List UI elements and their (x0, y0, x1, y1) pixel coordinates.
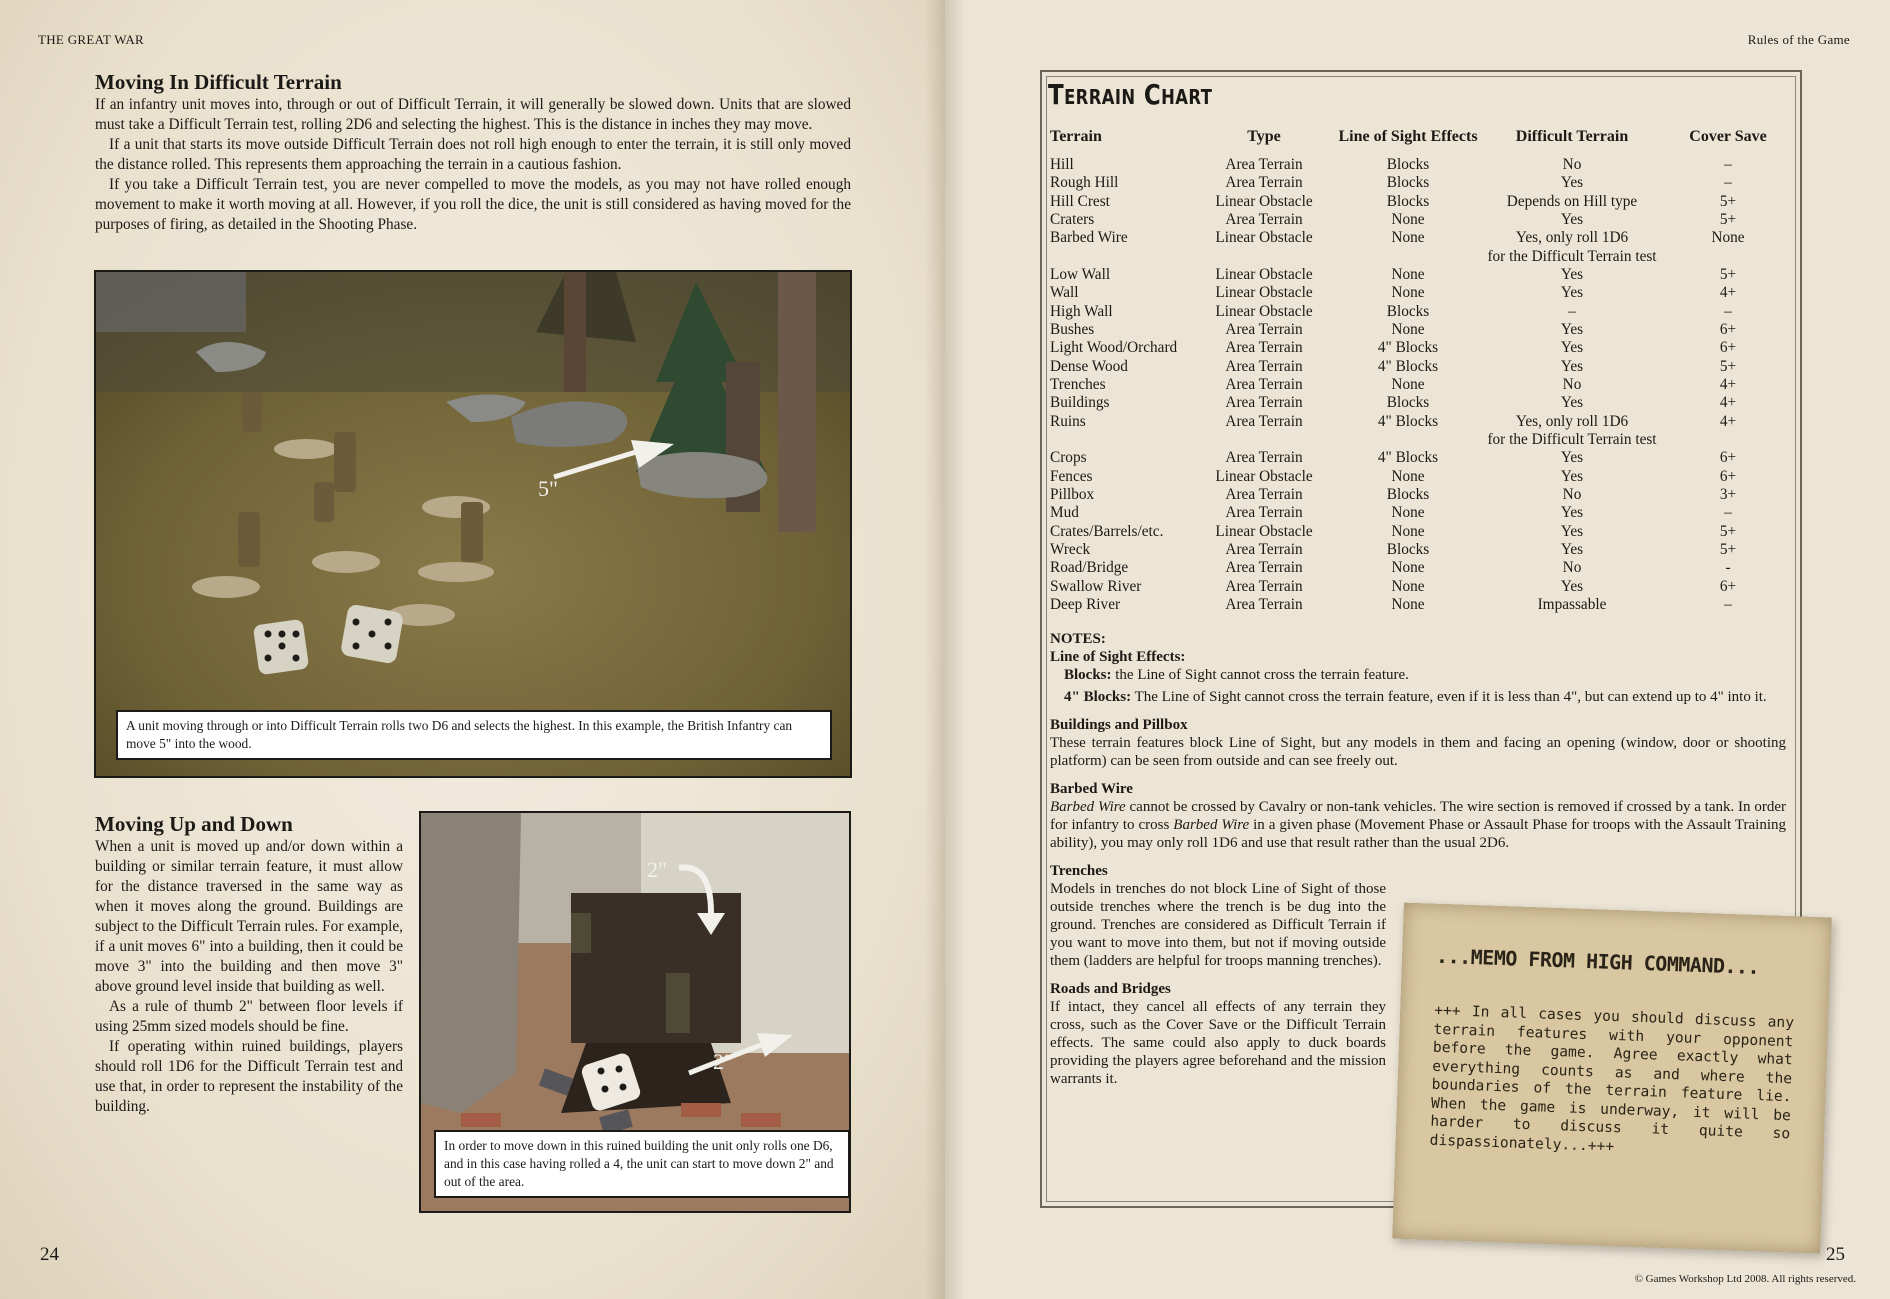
cell-difficult: Yes (1560, 339, 1584, 357)
cell-cover: 4+ (1719, 412, 1737, 430)
los-heading: Line of Sight Effects: (1050, 649, 1186, 665)
cell-type: Area Terrain (1225, 449, 1303, 467)
cell-terrain: Hill Crest (1050, 192, 1110, 210)
arrow-label-5in: 5" (538, 476, 558, 501)
cell-terrain: Trenches (1050, 375, 1106, 393)
roads-heading: Roads and Bridges (1050, 981, 1171, 997)
cell-cover: – (1724, 174, 1732, 192)
chart-row (0, 174, 1890, 192)
wire-text: Barbed Wire cannot be crossed by Cavalry or non-tank vehicles. The wire section is removed if crossed by a tank. In order for infantry to cross Barbed Wire in a given phase (Movement Phase or Assault Phase for troops with the Assault Training ability), you may only roll 1D6 and use that result rather than the usual 2D6. (1050, 799, 1786, 851)
cell-cover: 6+ (1719, 339, 1737, 357)
cell-terrain: Hill (1050, 156, 1074, 173)
cell-difficult: Yes (1560, 504, 1584, 522)
cell-los: None (1391, 229, 1425, 247)
chart-row (0, 578, 1890, 596)
cell-type: Linear Obstacle (1215, 265, 1313, 283)
memo-card (1392, 903, 1831, 1254)
cell-terrain: Light Wood/Orchard (1050, 339, 1178, 357)
cell-type: Area Terrain (1225, 174, 1303, 192)
chart-row (0, 413, 1890, 431)
cell-los: None (1391, 595, 1425, 613)
cell-difficult: for the Difficult Terrain test (1487, 247, 1657, 265)
section-up-and-down (95, 812, 403, 1117)
cell-type: Area Terrain (1225, 320, 1303, 338)
chart-row (0, 541, 1890, 559)
cell-type: Area Terrain (1225, 540, 1303, 558)
cell-difficult: Yes (1560, 394, 1584, 412)
cell-los: 4" Blocks (1377, 357, 1439, 375)
section-body (95, 837, 403, 1117)
chart-row (0, 596, 1890, 614)
chart-row (0, 211, 1890, 229)
blocks-note: Blocks: the Line of Sight cannot cross the terrain feature. (1064, 667, 1409, 683)
cell-cover: – (1724, 156, 1732, 173)
cell-cover: 6+ (1719, 577, 1737, 595)
cell-type: Linear Obstacle (1215, 302, 1313, 320)
wire-heading: Barbed Wire (1050, 781, 1133, 797)
cell-los: Blocks (1386, 302, 1430, 320)
cell-los: Blocks (1386, 394, 1430, 412)
chart-row (0, 358, 1890, 376)
cell-terrain: Rough Hill (1050, 174, 1119, 192)
chart-row (0, 523, 1890, 541)
cell-los: None (1391, 559, 1425, 577)
trenches-text: Models in trenches do not block Line of Sight of those outside trenches where the trench is be dug into the ground. Trenches are considered as Difficult Terrain if you want to move into them, but not if moving outside them (ladders are helpful for troops manning trenches). (1050, 881, 1386, 969)
cell-terrain: Craters (1050, 210, 1095, 228)
header-los: Line of Sight Effects (1338, 128, 1478, 145)
header-type: Type (1247, 128, 1281, 145)
cell-difficult: Yes, only roll 1D6 (1515, 229, 1629, 247)
chart-row (0, 321, 1890, 339)
cell-terrain: Crates/Barrels/etc. (1050, 522, 1164, 540)
cell-difficult: Yes (1560, 522, 1584, 540)
paragraph: As a rule of thumb 2" between floor levels if using 25mm sized models should be fine. (95, 998, 403, 1035)
cell-terrain: Dense Wood (1050, 357, 1128, 375)
cell-cover: 3+ (1719, 485, 1737, 503)
arrow-label-top: 2" (647, 857, 667, 882)
cell-difficult: No (1562, 375, 1582, 393)
cell-type: Area Terrain (1225, 485, 1303, 503)
cell-difficult: Yes (1560, 174, 1584, 192)
chart-row (0, 431, 1890, 449)
cell-type: Area Terrain (1225, 577, 1303, 595)
cell-cover: – (1724, 302, 1732, 320)
memo-body: +++ In all cases you should discuss any terrain features with your opponent before the game. Agree exactly what everything counts as and where the boundaries of the terrain feature lie. When the game is underway, it will be harder to discuss it quite so dispassionately...+++ (1429, 1001, 1795, 1155)
cell-type: Area Terrain (1225, 559, 1303, 577)
cell-cover: 6+ (1719, 320, 1737, 338)
cell-difficult: Yes (1560, 467, 1584, 485)
cell-terrain: High Wall (1050, 302, 1113, 320)
cell-los: None (1391, 284, 1425, 302)
cell-los: None (1391, 320, 1425, 338)
chart-row (0, 394, 1890, 412)
chart-row (0, 193, 1890, 211)
cell-los: None (1391, 504, 1425, 522)
memo-title: ...MEMO FROM HIGH COMMAND... (1435, 943, 1760, 980)
paragraph: When a unit is moved up and/or down within a building or similar terrain feature, it must allow for the distance traversed in the same way as when it moves along the ground. Buildings are subject to the Difficult Terrain rules. For example, if a unit moves 6" into a building, then it could be move 3" into the building and then move 3" above ground level inside that building as well. (95, 838, 403, 995)
cell-difficult: Yes (1560, 320, 1584, 338)
header-cover: Cover Save (1689, 128, 1767, 145)
buildings-heading: Buildings and Pillbox (1050, 717, 1188, 733)
cell-type: Area Terrain (1225, 357, 1303, 375)
cell-type: Area Terrain (1225, 375, 1303, 393)
photo-caption: In order to move down in this ruined building the unit only rolls one D6, and in this case having rolled a 4, the unit can start to move down 2" and out of the area. (434, 1130, 850, 1198)
chart-row (0, 229, 1890, 247)
blocks4-note: 4" Blocks: The Line of Sight cannot cross the terrain feature, even if it is less than 4", but can extend up to 4" into it. (1064, 689, 1767, 705)
cell-type: Area Terrain (1225, 210, 1303, 228)
cell-los: Blocks (1386, 174, 1430, 192)
paragraph: If you take a Difficult Terrain test, you are never compelled to move the models, as you may not have rolled enough movement to make it worth moving at all. However, if you roll the dice, the unit is still considered as having moved for the purposes of firing, as detailed in the Shooting Phase. (95, 176, 851, 233)
cell-cover: 5+ (1719, 540, 1737, 558)
cell-difficult: Yes (1560, 284, 1584, 302)
cell-cover: 4+ (1719, 284, 1737, 302)
cell-difficult: Yes (1560, 577, 1584, 595)
cell-cover: None (1711, 229, 1745, 247)
chart-row (0, 504, 1890, 522)
cell-difficult: Yes (1560, 265, 1584, 283)
cell-los: None (1391, 210, 1425, 228)
buildings-text: These terrain features block Line of Sight, but any models in them and facing an opening (window, door or shooting platform) can be seen from outside and can see freely out. (1050, 735, 1786, 769)
cell-type: Linear Obstacle (1215, 467, 1313, 485)
cell-cover: – (1724, 504, 1732, 522)
paragraph: If an infantry unit moves into, through or out of Difficult Terrain, it will generally be slowed down. Units that are slowed must take a Difficult Terrain test, rolling 2D6 and selecting the highest. This is the distance in inches they may move. (95, 96, 851, 133)
cell-los: 4" Blocks (1377, 339, 1439, 357)
cell-type: Area Terrain (1225, 412, 1303, 430)
chart-row (0, 156, 1890, 174)
chart-row (0, 248, 1890, 266)
cell-type: Linear Obstacle (1215, 192, 1313, 210)
header-difficult: Difficult Terrain (1515, 128, 1629, 145)
cell-los: Blocks (1386, 485, 1430, 503)
cell-terrain: Bushes (1050, 320, 1095, 338)
cell-difficult: Depends on Hill type (1506, 192, 1638, 210)
cell-los: None (1391, 522, 1425, 540)
chart-row (0, 339, 1890, 357)
cell-type: Area Terrain (1225, 595, 1303, 613)
cell-difficult: No (1562, 156, 1582, 173)
cell-type: Area Terrain (1225, 504, 1303, 522)
cell-los: Blocks (1386, 192, 1430, 210)
cell-difficult: No (1562, 559, 1582, 577)
cell-difficult: for the Difficult Terrain test (1487, 430, 1657, 448)
cell-cover: 5+ (1719, 192, 1737, 210)
cell-los: Blocks (1386, 540, 1430, 558)
chart-row (0, 376, 1890, 394)
cell-difficult: Yes (1560, 540, 1584, 558)
cell-terrain: Mud (1050, 504, 1079, 522)
cell-los: None (1391, 577, 1425, 595)
cell-terrain: Crops (1050, 449, 1087, 467)
cell-cover: 4+ (1719, 375, 1737, 393)
cell-cover: 6+ (1719, 449, 1737, 467)
cell-los: Blocks (1386, 156, 1430, 173)
cell-los: None (1391, 467, 1425, 485)
cell-difficult: Yes (1560, 449, 1584, 467)
cell-difficult: Yes (1560, 210, 1584, 228)
cell-type: Area Terrain (1225, 339, 1303, 357)
cell-cover: 5+ (1719, 522, 1737, 540)
running-head-left: THE GREAT WAR (38, 32, 144, 47)
chart-row (0, 559, 1890, 577)
cell-type: Linear Obstacle (1215, 284, 1313, 302)
cell-cover: 4+ (1719, 394, 1737, 412)
notes-heading: NOTES: (1050, 631, 1106, 647)
cell-terrain: Wall (1050, 284, 1079, 302)
roads-text: If intact, they cancel all effects of any terrain they cross, such as the Cover Save or the Difficult Terrain effects. The same could also apply to duck boards providing the players agree beforehand and the mission warrants it. (1050, 999, 1386, 1087)
page-number-left: 24 (40, 1244, 59, 1265)
chart-row (0, 468, 1890, 486)
header-terrain: Terrain (1050, 128, 1102, 145)
page-number-right: 25 (1826, 1244, 1845, 1265)
cell-type: Linear Obstacle (1215, 229, 1313, 247)
running-head-right: Rules of the Game (1747, 32, 1850, 47)
cell-los: 4" Blocks (1377, 412, 1439, 430)
chart-title: Terrain Chart (1048, 78, 1213, 111)
cell-los: None (1391, 265, 1425, 283)
cell-difficult: Impassable (1537, 595, 1607, 613)
cell-terrain: Low Wall (1050, 265, 1111, 283)
cell-cover: - (1725, 559, 1731, 577)
photo-caption: A unit moving through or into Difficult Terrain rolls two D6 and selects the highest. In this example, the British Infantry can move 5" into the wood. (116, 710, 832, 760)
chart-row (0, 266, 1890, 284)
cell-los: 4" Blocks (1377, 449, 1439, 467)
cell-terrain: Road/Bridge (1050, 559, 1129, 577)
copyright: © Games Workshop Ltd 2008. All rights reserved. (1634, 1273, 1856, 1285)
cell-terrain: Buildings (1050, 394, 1110, 412)
cell-type: Linear Obstacle (1215, 522, 1313, 540)
cell-terrain: Swallow River (1050, 577, 1142, 595)
cell-cover: 5+ (1719, 357, 1737, 375)
cell-cover: – (1724, 595, 1732, 613)
cell-difficult: No (1562, 485, 1582, 503)
cell-type: Area Terrain (1225, 156, 1303, 173)
cell-terrain: Wreck (1050, 540, 1091, 558)
cell-terrain: Pillbox (1050, 485, 1095, 503)
chart-row (0, 449, 1890, 467)
chart-row (0, 486, 1890, 504)
trenches-heading: Trenches (1050, 863, 1108, 879)
cell-cover: 6+ (1719, 467, 1737, 485)
paragraph: If operating within ruined buildings, players should roll 1D6 for the Difficult Terrain test and use that, in order to represent the instability of the building. (95, 1038, 403, 1115)
cell-cover: 5+ (1719, 265, 1737, 283)
section-title: Moving Up and Down (95, 812, 293, 836)
arrow-label-bottom: 2" (713, 1049, 733, 1074)
cell-terrain: Barbed Wire (1050, 229, 1128, 247)
cell-terrain: Fences (1050, 467, 1093, 485)
section-title: Moving In Difficult Terrain (95, 70, 342, 94)
cell-terrain: Ruins (1050, 412, 1086, 430)
cell-cover: 5+ (1719, 210, 1737, 228)
cell-difficult: – (1568, 302, 1576, 320)
cell-type: Area Terrain (1225, 394, 1303, 412)
cell-difficult: Yes, only roll 1D6 (1515, 412, 1629, 430)
cell-terrain: Deep River (1050, 595, 1121, 613)
cell-difficult: Yes (1560, 357, 1584, 375)
chart-row (0, 303, 1890, 321)
paragraph: If a unit that starts its move outside Difficult Terrain does not roll high enough to enter the terrain, it is still only moved the distance rolled. This represents them approaching the terrain in a cautious fashion. (95, 136, 851, 173)
chart-row (0, 284, 1890, 302)
cell-los: None (1391, 375, 1425, 393)
